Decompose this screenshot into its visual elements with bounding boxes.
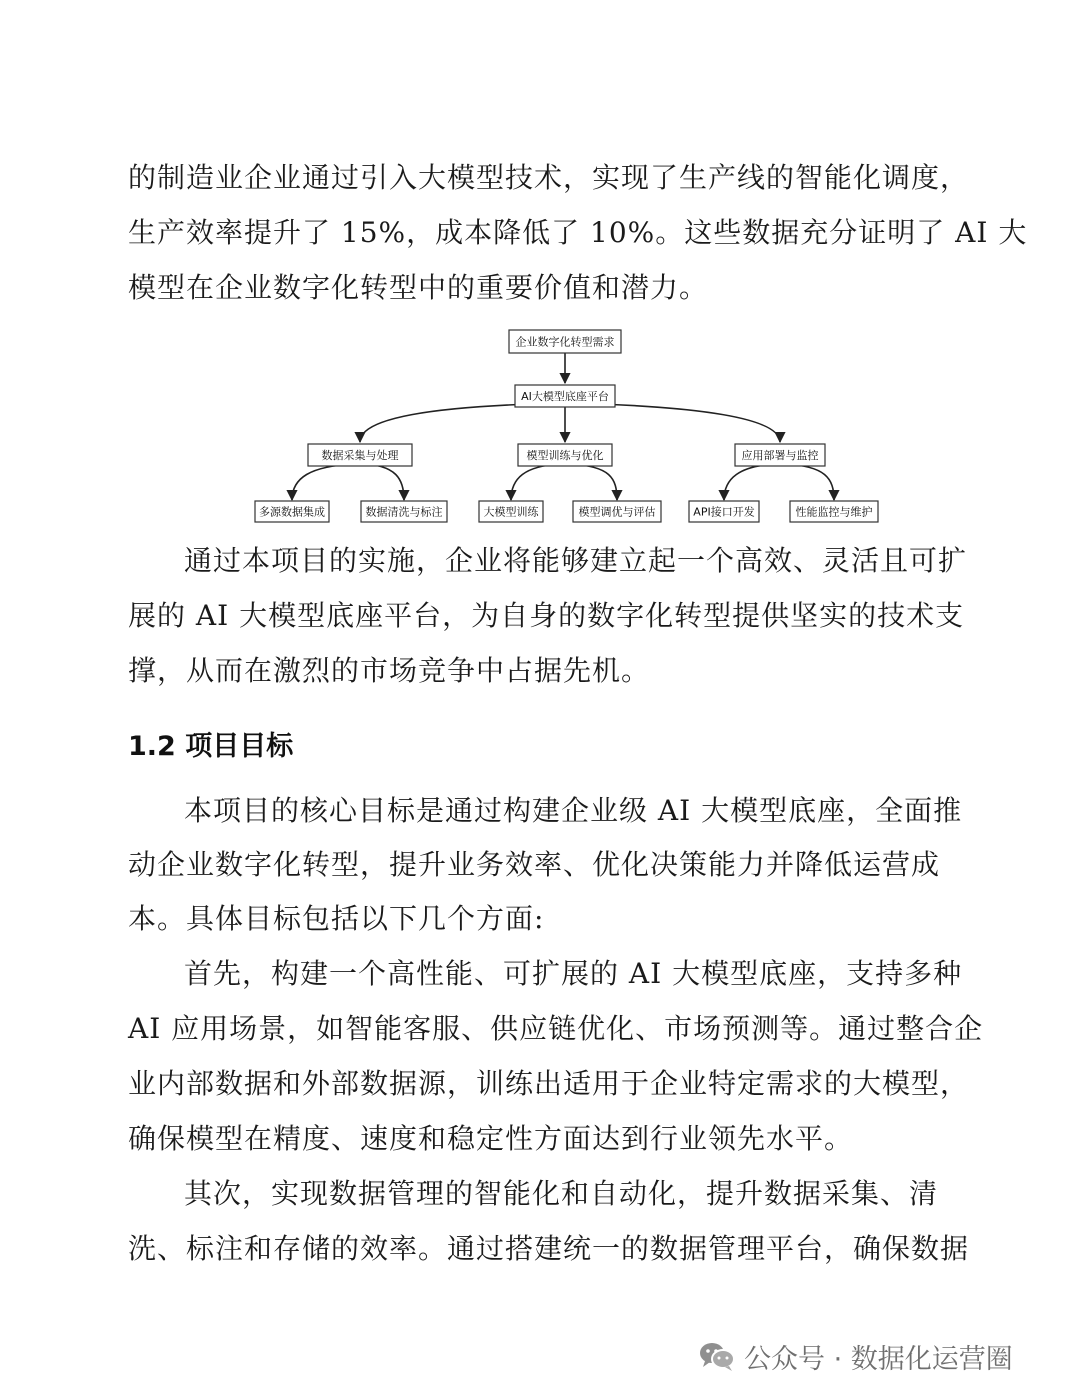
goal-line-1: 本项目的核心目标是通过构建企业级 AI 大模型底座，全面推 xyxy=(184,794,963,827)
node-leaf-4-label: 模型调优与评估 xyxy=(578,505,656,519)
node-root xyxy=(509,330,621,353)
node-branch-2-label: 模型训练与优化 xyxy=(526,449,604,462)
architecture-diagram xyxy=(250,326,890,526)
edge-branch-1-to-child-2 xyxy=(365,464,404,500)
node-platform xyxy=(515,385,615,407)
node-leaf-1-label: 多源数据集成 xyxy=(259,505,325,519)
goal-line-2: 动企业数字化转型，提升业务效率、优化决策能力并降低运营成 xyxy=(128,848,941,881)
node-branch-1 xyxy=(308,444,412,466)
goal-line-3: 本。具体目标包括以下几个方面: xyxy=(128,902,545,935)
first-line-4: 确保模型在精度、速度和稳定性方面达到行业领先水平。 xyxy=(128,1122,854,1155)
edge-branch-3-to-child-1 xyxy=(724,464,775,500)
node-branch-3-label: 应用部署与监控 xyxy=(741,449,819,462)
node-leaf-2-label: 数据清洗与标注 xyxy=(365,505,443,519)
first-line-3: 业内部数据和外部数据源，训练出适用于企业特定需求的大模型， xyxy=(128,1067,970,1100)
first-line-2: AI 应用场景，如智能客服、供应链优化、市场预测等。通过整合企 xyxy=(128,1012,984,1045)
impl-line-2: 展的 AI 大模型底座平台，为自身的数字化转型提供坚实的技术支 xyxy=(128,599,965,632)
edge-platform-to-branch-1 xyxy=(360,403,565,442)
first-line-1: 首先，构建一个高性能、可扩展的 AI 大模型底座，支持多种 xyxy=(184,957,963,990)
wechat-icon xyxy=(698,1340,736,1372)
node-platform-label: AI大模型底座平台 xyxy=(521,390,609,403)
intro-line-2: 生产效率提升了 15%，成本降低了 10%。这些数据充分证明了 AI 大 xyxy=(128,216,1028,249)
node-root-label: 企业数字化转型需求 xyxy=(515,335,615,349)
edge-branch-2-to-child-1 xyxy=(511,464,560,500)
node-branch-1-label: 数据采集与处理 xyxy=(321,449,399,462)
intro-line-3: 模型在企业数字化转型中的重要价值和潜力。 xyxy=(128,271,709,304)
node-leaf-3-label: 大模型训练 xyxy=(483,505,539,519)
impl-line-3: 撑，从而在激烈的市场竞争中占据先机。 xyxy=(128,654,651,687)
node-branch-3 xyxy=(735,444,825,466)
edge-branch-2-to-child-2 xyxy=(570,464,617,500)
node-leaf-6-label: 性能监控与维护 xyxy=(795,505,873,519)
node-leaf-4 xyxy=(573,501,661,522)
footer-text: 公众号 · 数据化运营圈 xyxy=(744,1343,1013,1375)
section-heading: 1.2 项目目标 xyxy=(128,731,294,762)
node-leaf-1 xyxy=(255,501,329,522)
second-line-2: 洗、标注和存储的效率。通过搭建统一的数据管理平台，确保数据 xyxy=(128,1232,970,1265)
node-leaf-6 xyxy=(790,501,878,522)
node-branch-2 xyxy=(518,444,612,466)
edge-branch-3-to-child-2 xyxy=(785,464,834,500)
intro-line-1: 的制造业企业通过引入大模型技术，实现了生产线的智能化调度， xyxy=(128,161,970,194)
node-leaf-2 xyxy=(361,501,447,522)
node-leaf-5-label: API接口开发 xyxy=(693,505,755,519)
node-leaf-5 xyxy=(689,501,759,522)
footer-watermark xyxy=(698,1336,1013,1376)
edge-branch-1-to-child-1 xyxy=(292,464,355,500)
node-leaf-3 xyxy=(479,501,543,522)
edge-platform-to-branch-3 xyxy=(565,403,780,442)
second-line-1: 其次，实现数据管理的智能化和自动化，提升数据采集、清 xyxy=(184,1177,939,1210)
impl-line-1: 通过本项目的实施，企业将能够建立起一个高效、灵活且可扩 xyxy=(184,544,968,577)
